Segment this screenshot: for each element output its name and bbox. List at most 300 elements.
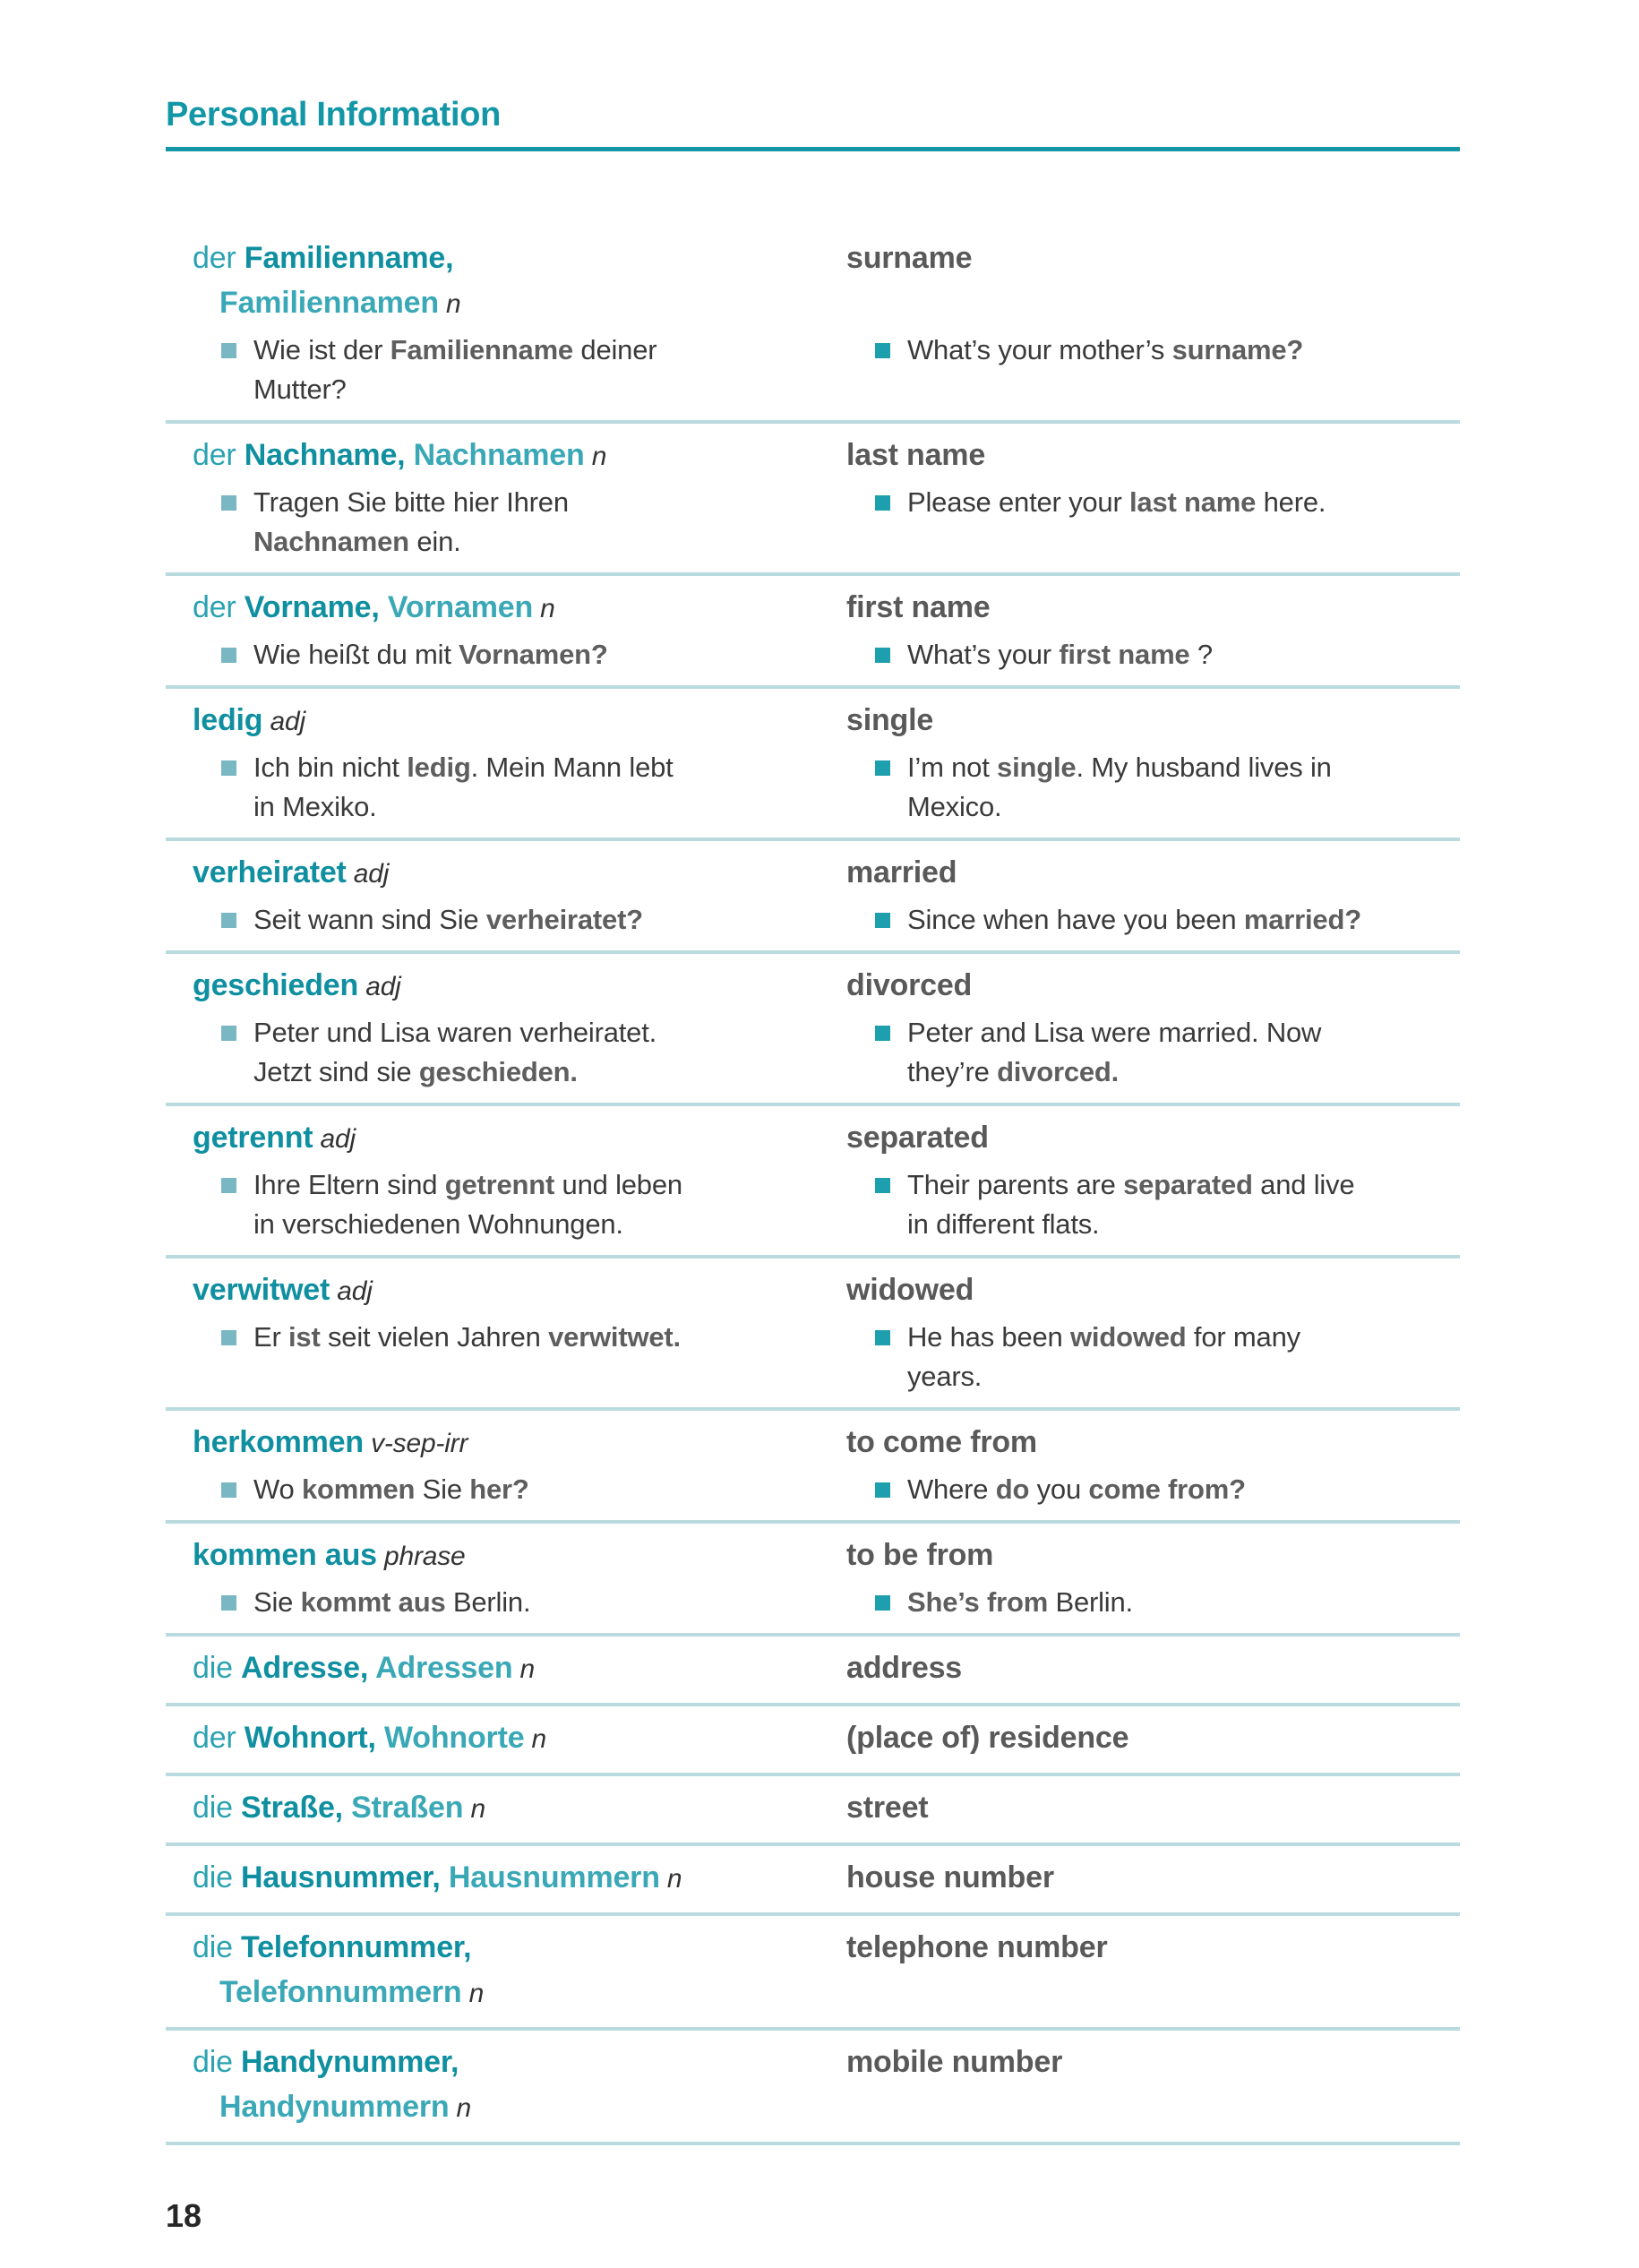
keyword-bold: separated <box>1123 1169 1253 1200</box>
entry-row <box>166 1706 1460 1776</box>
bullet-icon <box>875 1595 890 1611</box>
english-example <box>820 1318 1460 1396</box>
example-line <box>907 787 1332 827</box>
headword-line <box>193 2040 820 2084</box>
example-lines <box>253 1583 530 1622</box>
keyword-bold: Familienname <box>390 334 573 365</box>
english-headword <box>820 850 1460 897</box>
keyword-bold: last name <box>1129 486 1257 518</box>
example-line <box>253 370 656 409</box>
example-lines <box>907 331 1303 409</box>
example-line <box>253 787 674 827</box>
english-headword <box>820 1420 1460 1466</box>
keyword-bold: single <box>997 752 1077 783</box>
headword-line <box>193 1533 820 1579</box>
german-headword <box>166 585 820 631</box>
head-part-pos: n <box>524 1724 547 1754</box>
keyword-bold: verwitwet. <box>548 1321 681 1353</box>
head-part-article: die <box>193 1651 242 1685</box>
head-part-head: verheiratet <box>193 855 347 889</box>
entry-row <box>166 1776 1460 1846</box>
head-part-plural: Handynummern <box>219 2090 450 2124</box>
headword-line <box>193 433 820 479</box>
head-part-article: der <box>193 241 245 275</box>
example-text: Mexico. <box>907 791 1002 822</box>
head-part-article: der <box>193 438 245 472</box>
english-translation: street <box>846 1791 929 1825</box>
keyword-bold: ist <box>288 1321 321 1353</box>
head-part-plural: Familiennamen <box>219 286 439 320</box>
german-headword <box>166 1645 820 1692</box>
head-part-plural: Vornamen <box>379 590 534 624</box>
english-headword <box>820 433 1460 479</box>
entry-row <box>166 1916 1460 2031</box>
example-lines <box>253 1013 656 1092</box>
german-headword <box>166 2040 820 2131</box>
example-line <box>907 1052 1321 1092</box>
headword-line <box>846 1420 1460 1465</box>
headword-line <box>193 850 820 897</box>
example-line <box>253 1583 530 1622</box>
german-headword <box>166 1420 820 1466</box>
keyword-bold: come from? <box>1088 1473 1246 1505</box>
example-text: und leben <box>554 1169 682 1200</box>
head-part-pos: n <box>449 2093 472 2123</box>
keyword-bold: ledig <box>407 752 471 783</box>
example-text: He has been <box>907 1321 1071 1353</box>
english-headword <box>820 1715 1460 1762</box>
english-translation: separated <box>846 1121 989 1155</box>
english-translation: first name <box>846 590 991 624</box>
headword-line <box>193 2084 820 2131</box>
head-part-head: Handynummer, <box>241 2045 459 2079</box>
entry-row <box>166 1106 1460 1259</box>
example-text: Berlin. <box>1048 1586 1133 1618</box>
example-line <box>907 748 1332 787</box>
example-text: Please enter your <box>907 486 1129 518</box>
headword-line <box>846 963 1460 1008</box>
example-lines <box>907 900 1361 940</box>
entry-row <box>166 576 1460 689</box>
example-text: Tragen Sie bitte hier Ihren <box>253 486 569 518</box>
english-example <box>820 635 1460 674</box>
bullet-icon <box>875 913 890 928</box>
headword-line <box>193 963 820 1009</box>
example-lines <box>907 1165 1354 1244</box>
headword-line <box>846 1115 1460 1160</box>
example-lines <box>907 748 1332 827</box>
english-translation: divorced <box>846 968 973 1002</box>
head-part-head: Adresse, <box>241 1651 369 1685</box>
bullet-icon <box>875 1026 890 1041</box>
example-lines <box>907 483 1326 562</box>
english-translation: address <box>846 1651 963 1685</box>
head-part-article: der <box>193 590 245 624</box>
headword-line <box>193 1785 820 1832</box>
head-part-pos: adj <box>262 707 305 736</box>
example-lines <box>907 1318 1300 1396</box>
example-text: and live <box>1252 1169 1355 1200</box>
example-text: Mutter? <box>253 374 347 405</box>
english-example <box>820 331 1460 409</box>
example-lines <box>253 1318 681 1396</box>
keyword-bold: do <box>995 1473 1030 1505</box>
headword-line <box>193 585 820 631</box>
bullet-icon <box>875 1330 890 1345</box>
example-lines <box>907 635 1213 674</box>
example-line <box>253 1013 656 1052</box>
english-headword <box>820 1855 1460 1902</box>
german-headword <box>166 1925 820 2016</box>
keyword-bold: kommen <box>301 1473 416 1505</box>
english-headword <box>820 2040 1460 2131</box>
english-example <box>820 1165 1460 1244</box>
head-part-article: die <box>193 1791 242 1825</box>
example-text: here. <box>1256 486 1326 518</box>
keyword-bold: getrennt <box>444 1169 555 1200</box>
example-text: Sie <box>415 1473 470 1505</box>
headword-line <box>846 698 1460 743</box>
keyword-bold: married? <box>1243 904 1361 935</box>
headword-line <box>193 1925 820 1970</box>
german-example <box>166 635 820 674</box>
headword-line <box>193 1855 820 1902</box>
head-part-pos: adj <box>330 1276 373 1306</box>
german-example <box>166 900 820 940</box>
example-text: they’re <box>907 1056 998 1087</box>
example-text: Wo <box>253 1473 302 1505</box>
example-text: Where <box>907 1473 996 1505</box>
example-lines <box>907 1583 1133 1622</box>
bullet-icon <box>875 760 890 776</box>
example-line <box>907 1205 1354 1244</box>
german-headword <box>166 698 820 744</box>
head-part-article: die <box>193 1930 242 1964</box>
german-headword <box>166 1267 820 1314</box>
example-text: Ich bin nicht <box>253 752 408 783</box>
example-line <box>253 1470 529 1509</box>
headword-line <box>193 236 820 280</box>
head-part-pos: n <box>463 1794 485 1824</box>
example-text: for many <box>1186 1321 1300 1353</box>
english-example <box>820 748 1460 827</box>
example-line <box>907 483 1326 522</box>
keyword-bold: first name <box>1059 639 1190 670</box>
keyword-bold: geschieden. <box>418 1056 578 1087</box>
bullet-icon <box>221 760 236 776</box>
english-translation: telephone number <box>846 1930 1108 1964</box>
english-translation: (place of) residence <box>846 1721 1129 1755</box>
german-headword <box>166 433 820 479</box>
example-line <box>253 1318 681 1357</box>
english-translation: mobile number <box>846 2045 1063 2079</box>
german-headword <box>166 236 820 327</box>
head-part-head: Telefonnummer, <box>241 1930 472 1964</box>
headword-line <box>193 1267 820 1314</box>
bullet-icon <box>221 1482 236 1498</box>
bullet-icon <box>875 1178 890 1193</box>
bullet-icon <box>221 648 236 663</box>
head-part-head: ledig <box>193 703 263 737</box>
entry-row <box>166 689 1460 841</box>
example-text: Ihre Eltern sind <box>253 1169 445 1200</box>
keyword-bold: divorced. <box>997 1056 1120 1087</box>
head-part-article: die <box>193 2045 242 2079</box>
example-lines <box>253 1165 682 1244</box>
head-part-head: verwitwet <box>193 1273 330 1307</box>
example-line <box>253 635 608 674</box>
example-lines <box>253 635 608 674</box>
german-example <box>166 1165 820 1244</box>
english-headword <box>820 1533 1460 1579</box>
entry-row <box>166 1846 1460 1916</box>
example-text: ein. <box>408 526 461 557</box>
english-translation: surname <box>846 241 973 275</box>
headword-line <box>846 1645 1460 1690</box>
bullet-icon <box>221 495 236 511</box>
example-text: in different flats. <box>907 1208 1100 1240</box>
entry-row <box>166 954 1460 1106</box>
german-headword <box>166 1855 820 1902</box>
entry-row <box>166 1411 1460 1524</box>
keyword-bold: her? <box>469 1473 529 1505</box>
head-part-plural: Adressen <box>368 1651 513 1685</box>
headword-line <box>193 1115 820 1162</box>
german-example <box>166 1470 820 1509</box>
keyword-bold: verheiratet? <box>485 904 643 935</box>
bullet-icon <box>875 343 890 358</box>
english-headword <box>820 1115 1460 1162</box>
example-text: Sie <box>253 1586 301 1618</box>
keyword-bold: surname? <box>1171 334 1304 365</box>
head-part-plural: Telefonnummern <box>219 1975 462 2009</box>
german-headword <box>166 850 820 897</box>
head-part-pos: adj <box>313 1124 356 1154</box>
english-translation: last name <box>846 438 986 472</box>
keyword-bold: She’s from <box>907 1586 1049 1618</box>
page-number: 18 <box>166 2197 202 2234</box>
german-example <box>166 483 820 562</box>
english-headword <box>820 1267 1460 1314</box>
english-translation: single <box>846 703 934 737</box>
bullet-icon <box>221 1330 236 1345</box>
entry-row <box>166 1259 1460 1411</box>
bullet-icon <box>875 648 890 663</box>
english-translation: to be from <box>846 1538 994 1572</box>
headword-line <box>193 1715 820 1762</box>
english-example <box>820 900 1460 940</box>
head-part-head: Nachname, <box>244 438 406 472</box>
head-part-head: geschieden <box>193 968 359 1002</box>
example-text: Their parents are <box>907 1169 1124 1200</box>
example-line <box>253 748 674 787</box>
example-line <box>907 1470 1246 1509</box>
head-part-pos: n <box>461 1979 485 2008</box>
example-line <box>253 1165 682 1205</box>
head-part-head: Straße, <box>241 1791 343 1825</box>
example-text: in Mexiko. <box>253 791 377 822</box>
example-line <box>253 900 643 940</box>
head-part-pos: n <box>438 289 461 319</box>
headword-line <box>846 2040 1460 2084</box>
example-text: Er <box>253 1321 289 1353</box>
bullet-icon <box>221 343 236 358</box>
headword-line <box>846 1267 1460 1312</box>
example-lines <box>253 331 656 409</box>
page-title: Personal Information <box>166 96 502 133</box>
keyword-bold: widowed <box>1070 1321 1187 1353</box>
english-headword <box>820 1785 1460 1832</box>
headword-line <box>846 433 1460 477</box>
headword-line <box>193 280 820 327</box>
example-text: Peter and Lisa were married. Now <box>907 1017 1322 1048</box>
bullet-icon <box>221 913 236 928</box>
headword-line <box>846 1533 1460 1577</box>
example-line <box>907 900 1361 940</box>
example-text: in verschiedenen Wohnungen. <box>253 1208 623 1240</box>
example-text: years. <box>907 1361 983 1392</box>
entry-row <box>166 1637 1460 1706</box>
example-text: What’s your <box>907 639 1060 670</box>
head-part-head: Familienname, <box>244 241 454 275</box>
head-part-plural: Nachnamen <box>405 438 585 472</box>
example-line <box>907 1583 1133 1622</box>
bullet-icon <box>875 495 890 511</box>
entries-list <box>166 227 1460 2145</box>
english-translation: married <box>846 855 957 889</box>
example-text: Berlin. <box>445 1586 531 1618</box>
english-headword <box>820 963 1460 1009</box>
example-line <box>907 1318 1300 1357</box>
example-line <box>907 1165 1354 1205</box>
example-text: ? <box>1189 639 1213 670</box>
english-example <box>820 483 1460 562</box>
entry-row <box>166 227 1460 424</box>
english-translation: to come from <box>846 1425 1037 1459</box>
headword-line <box>193 698 820 744</box>
example-text: Since when have you been <box>907 904 1244 935</box>
english-headword <box>820 1645 1460 1692</box>
entry-row <box>166 424 1460 576</box>
entry-row <box>166 841 1460 954</box>
example-line <box>253 522 569 562</box>
german-example <box>166 1013 820 1092</box>
head-part-pos: phrase <box>376 1542 466 1571</box>
headword-line <box>846 1855 1460 1900</box>
example-line <box>907 1013 1321 1052</box>
english-translation: widowed <box>846 1273 974 1307</box>
example-line <box>253 1205 682 1244</box>
german-example <box>166 748 820 827</box>
head-part-pos: adj <box>358 972 401 1001</box>
german-headword <box>166 963 820 1009</box>
bullet-icon <box>221 1178 236 1193</box>
english-headword <box>820 585 1460 631</box>
head-part-head: Wohnort, <box>244 1721 376 1755</box>
example-text: Jetzt sind sie <box>253 1056 419 1087</box>
example-text: Wie ist der <box>253 334 390 365</box>
headword-line <box>193 1420 820 1466</box>
example-text: Seit wann sind Sie <box>253 904 486 935</box>
example-lines <box>253 1470 529 1509</box>
german-example <box>166 1318 820 1396</box>
head-part-pos: n <box>584 442 607 471</box>
keyword-bold: Nachnamen <box>253 526 409 557</box>
headword-line <box>846 850 1460 895</box>
example-lines <box>907 1470 1246 1509</box>
head-part-head: herkommen <box>193 1425 364 1459</box>
example-text: you <box>1029 1473 1089 1505</box>
example-line <box>253 1052 656 1092</box>
example-text: . My husband lives in <box>1076 752 1332 783</box>
headword-line <box>846 236 1460 280</box>
headword-line <box>846 1715 1460 1760</box>
keyword-bold: Vornamen? <box>459 639 608 670</box>
head-part-head: kommen aus <box>193 1538 377 1572</box>
head-part-pos: n <box>512 1654 536 1684</box>
example-text: I’m not <box>907 752 998 783</box>
head-part-head: getrennt <box>193 1121 313 1155</box>
english-example <box>820 1470 1460 1509</box>
english-example <box>820 1013 1460 1092</box>
head-part-head: Hausnummer, <box>241 1860 441 1894</box>
example-line <box>907 331 1303 370</box>
example-line <box>253 331 656 370</box>
example-lines <box>253 748 674 827</box>
head-part-plural: Straßen <box>342 1791 464 1825</box>
headword-line <box>846 585 1460 630</box>
english-headword <box>820 1925 1460 2016</box>
bullet-icon <box>221 1026 236 1041</box>
english-headword <box>820 236 1460 327</box>
german-headword <box>166 1715 820 1762</box>
headword-line <box>193 1970 820 2016</box>
head-part-plural: Wohnorte <box>375 1721 525 1755</box>
header-rule <box>166 147 1460 151</box>
bullet-icon <box>875 1482 890 1498</box>
example-lines <box>907 1013 1321 1092</box>
example-text: . Mein Mann lebt <box>470 752 674 783</box>
german-headword <box>166 1785 820 1832</box>
head-part-head: Vorname, <box>244 590 380 624</box>
keyword-bold: kommt aus <box>300 1586 446 1618</box>
headword-line <box>846 1925 1460 1970</box>
page-header <box>166 95 1460 151</box>
head-part-plural: Hausnummern <box>440 1860 660 1894</box>
head-part-pos: n <box>533 594 555 623</box>
example-text: Peter und Lisa waren verheiratet. <box>253 1017 657 1048</box>
entry-row <box>166 1524 1460 1637</box>
german-example <box>166 1583 820 1622</box>
example-line <box>907 635 1213 674</box>
english-translation: house number <box>846 1860 1054 1894</box>
head-part-article: die <box>193 1860 242 1894</box>
bullet-icon <box>221 1595 236 1611</box>
head-part-article: der <box>193 1721 245 1755</box>
english-headword <box>820 698 1460 744</box>
example-text: Wie heißt du mit <box>253 639 459 670</box>
example-lines <box>253 483 569 562</box>
head-part-pos: adj <box>346 859 390 889</box>
example-lines <box>253 900 643 940</box>
example-line <box>253 483 569 522</box>
headword-line <box>846 1785 1460 1830</box>
english-example <box>820 1583 1460 1622</box>
german-headword <box>166 1533 820 1579</box>
headword-line <box>193 1645 820 1692</box>
head-part-pos: n <box>659 1864 682 1894</box>
example-text: What’s your mother’s <box>907 334 1172 365</box>
